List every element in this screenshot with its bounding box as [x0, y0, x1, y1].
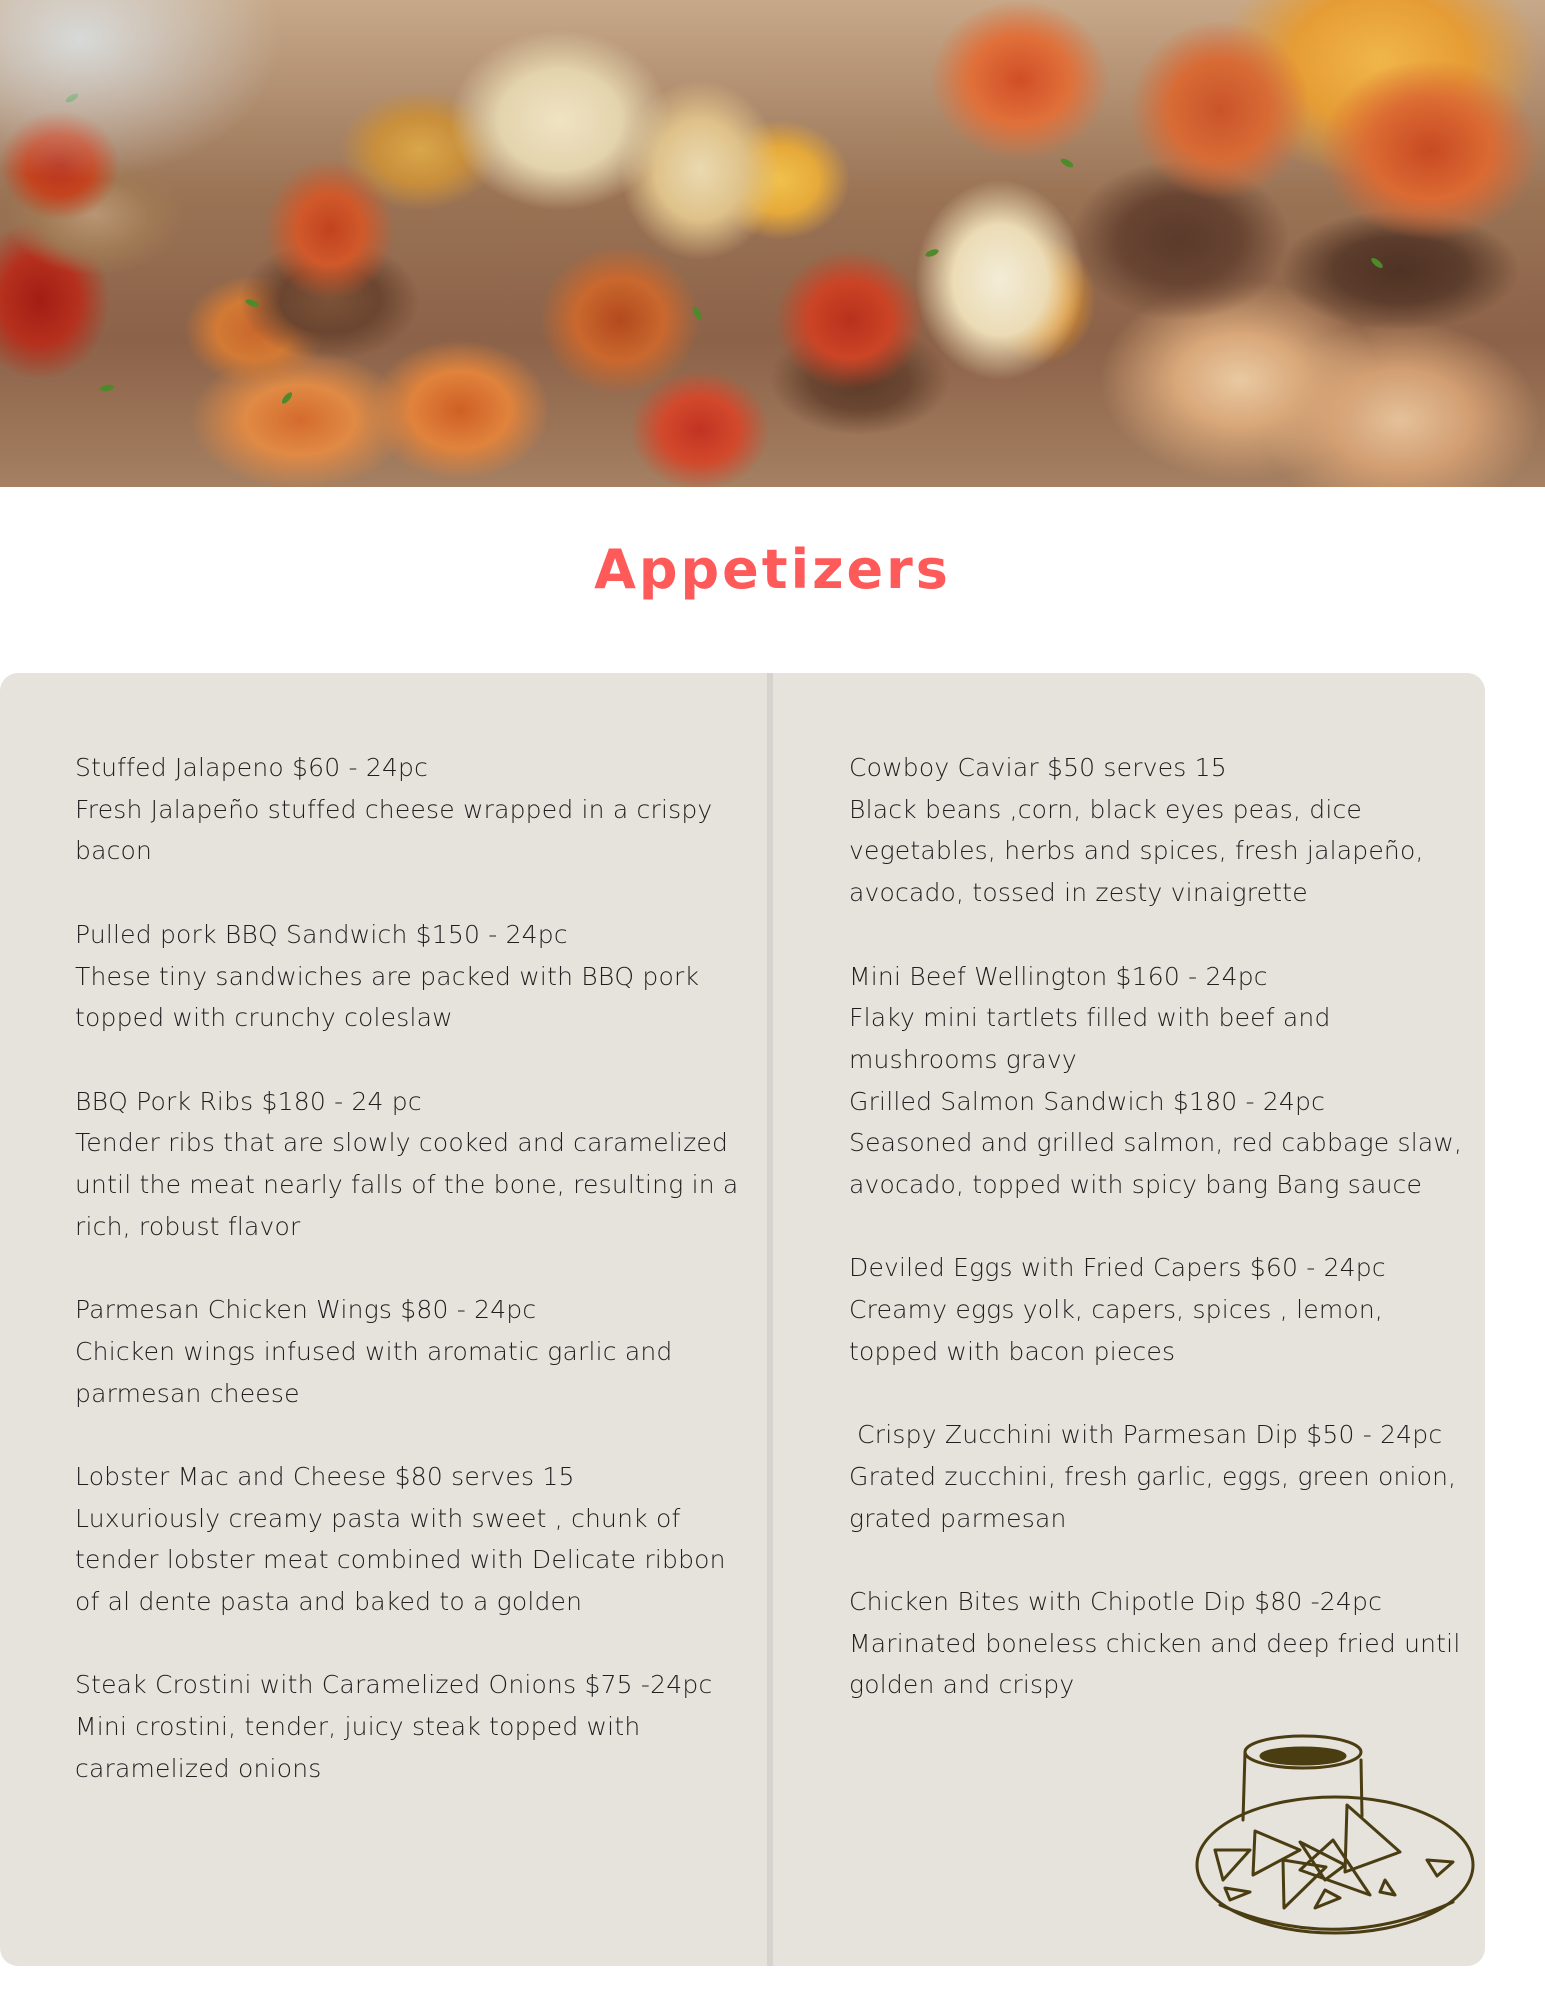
menu-item: [849, 1414, 1479, 1539]
menu-item-description: Luxuriously creamy pasta with sweet , chunk of tender lobster meat combined with Delicate ribbon of al dente pasta and baked to a golden: [75, 1503, 734, 1616]
herb-garnish: [1370, 256, 1385, 270]
menu-item: [75, 1081, 755, 1248]
menu-item-name: Cowboy Caviar $50 serves 15: [849, 753, 1227, 782]
menu-item-name: Crispy Zucchini with Parmesan Dip $50 - 24pc: [849, 1420, 1443, 1450]
chips-and-dip-icon: [1195, 1720, 1485, 1940]
menu-item-name: Parmesan Chicken Wings $80 - 24pc: [75, 1295, 537, 1325]
menu-item-description: Marinated boneless chicken and deep fried until golden and crispy: [849, 1628, 1469, 1700]
menu-item: [849, 1081, 1479, 1206]
menu-item: [849, 956, 1479, 1081]
menu-item: [75, 914, 755, 1039]
menu-item-name: BBQ Pork Ribs $180 - 24 pc: [75, 1086, 422, 1116]
menu-item-description: Black beans ,corn, black eyes peas, dice vegetables, herbs and spices, fresh jalapeño, avocado, tossed in zesty vinaigrette: [849, 794, 1432, 908]
menu-item-name: Chicken Bites with Chipotle Dip $80 -24pc: [849, 1587, 1383, 1616]
menu-item-description: These tiny sandwiches are packed with BBQ pork topped with crunchy coleslaw: [75, 961, 708, 1033]
menu-item: [75, 1289, 755, 1414]
menu-item-description: Chicken wings infused with aromatic garlic and parmesan cheese: [75, 1336, 681, 1408]
menu-item-name: Lobster Mac and Cheese $80 serves 15: [75, 1461, 575, 1491]
menu-item: [849, 1247, 1479, 1372]
menu-item-description: Mini crostini, tender, juicy steak topped with caramelized onions: [75, 1712, 649, 1783]
column-divider: [767, 673, 773, 1966]
herb-garnish: [1059, 157, 1074, 169]
menu-item-description: Tender ribs that are slowly cooked and caramelized until the meat nearly falls of the bone, resulting in a rich, robust flavor: [75, 1128, 747, 1241]
menu-item-description: Creamy eggs yolk, capers, spices , lemon, topped with bacon pieces: [849, 1295, 1392, 1366]
menu-column-right: [849, 747, 1479, 1748]
menu-item-name: Mini Beef Wellington $160 - 24pc: [849, 961, 1268, 991]
herb-garnish: [64, 92, 79, 104]
page-title: Appetizers: [594, 538, 951, 601]
menu-item-name: Stuffed Jalapeno $60 - 24pc: [75, 753, 429, 782]
menu-item: [849, 1581, 1479, 1706]
menu-item-description: Seasoned and grilled salmon, red cabbage slaw, avocado, topped with spicy bang Bang sauce: [849, 1128, 1471, 1200]
menu-item-description: Fresh Jalapeño stuffed cheese wrapped in a crispy bacon: [75, 794, 721, 866]
menu-item-name: Pulled pork BBQ Sandwich $150 - 24pc: [75, 919, 568, 949]
menu-item-name: Grilled Salmon Sandwich $180 - 24pc: [849, 1086, 1326, 1116]
herb-garnish: [244, 298, 259, 308]
menu-item-description: Flaky mini tartlets filled with beef and mushrooms gravy: [849, 1003, 1339, 1074]
herb-garnish: [280, 391, 294, 406]
herb-garnish: [691, 305, 703, 320]
hero-food-photo: [0, 0, 1545, 487]
herb-garnish: [100, 384, 115, 392]
menu-item-description: Grated zucchini, fresh garlic, eggs, green onion, grated parmesan: [849, 1461, 1465, 1533]
menu-item: [75, 1456, 755, 1623]
herb-garnish: [924, 248, 939, 258]
menu-item: [75, 1664, 755, 1789]
menu-item-name: Steak Crostini with Caramelized Onions $75 -24pc: [75, 1670, 713, 1700]
menu-item-name: Deviled Eggs with Fried Capers $60 - 24pc: [849, 1253, 1386, 1283]
menu-column-left: [75, 747, 755, 1831]
menu-item: [849, 747, 1479, 914]
menu-item: [75, 747, 755, 872]
